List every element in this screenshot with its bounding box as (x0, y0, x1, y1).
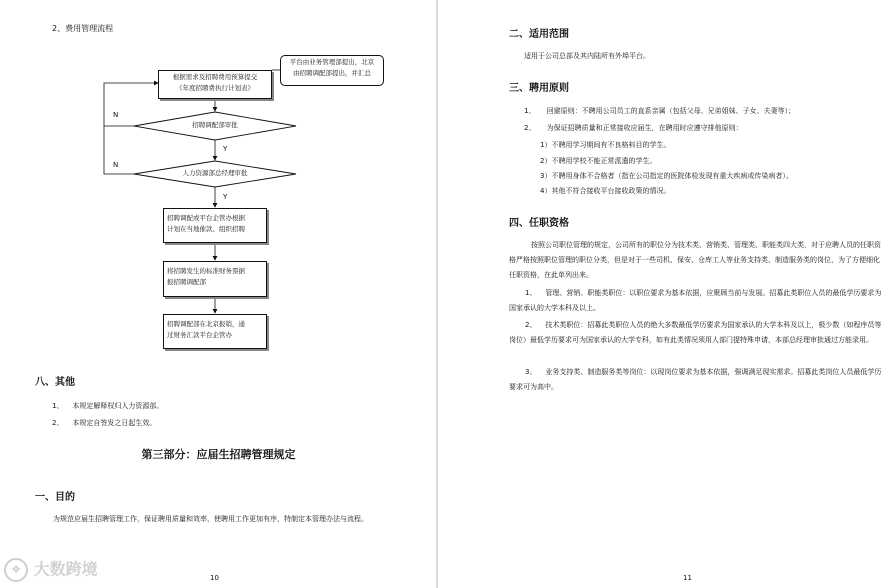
list-item (524, 123, 743, 133)
list-text: 回避原则：不聘用公司员工的直系亲属（包括父母、兄弟姐妹、子女、夫妻等）； (546, 107, 796, 115)
list-number: 3、 (525, 368, 537, 376)
list-text: 本规定解释权归人力资源部。 (72, 402, 164, 410)
heading-purpose: 一、目的 (35, 492, 75, 503)
flow-box-line: 将招聘发生的标准财务票据 (167, 267, 245, 275)
heading-other: 八、其他 (35, 377, 75, 388)
heading-scope: 二、适用范围 (509, 29, 569, 40)
watermark-icon: ❖ (4, 558, 28, 582)
diamond-label-recruit-approval: 招聘调配部审批 (192, 121, 238, 129)
list-number: 2、 (52, 419, 64, 427)
flow-box-line: 根据需求及招聘费用预算提交 (172, 73, 258, 81)
paragraph-purpose: 为规范应届生招聘管理工作，保证聘用质量和效率，使聘用工作更加有序，特制定本管理办法与流程。 (53, 515, 368, 523)
diamond-label-hr-approval: 人力资源部总经理审批 (182, 169, 248, 177)
flow-note-bubble (280, 55, 384, 86)
document-page-left (0, 0, 437, 588)
flow-label-y2: Y (223, 193, 228, 201)
flow-label-n2: N (113, 161, 119, 169)
list-text: 管理、营销、职能类职位：以职位要求为基本依据，应聚顾当前与发展。招募此类职位人员的最低学历要求为国家承认的大学本科及以上。 (509, 289, 882, 312)
list-text: 本规定自签发之日起生效。 (72, 419, 157, 427)
flow-box-line: 招聘调配或平台企管办根据 (167, 214, 245, 222)
flow-label-n1: N (113, 111, 119, 119)
section-title-fee-process: 2、费用管理流程 (52, 24, 114, 33)
list-number: 1、 (525, 289, 537, 297)
flow-box-submit-receipts (163, 261, 267, 297)
flow-box-collect-fee (163, 208, 267, 243)
flow-box-reimburse (163, 314, 267, 349)
part-title: 第三部分：应届生招聘管理规定 (141, 448, 296, 461)
flow-box-line: 过财务汇款平台企管办 (167, 331, 232, 339)
list-item (524, 106, 795, 116)
flow-box-submit-plan (158, 70, 272, 99)
heading-principles: 三、聘用原则 (509, 83, 569, 94)
page-number-left: 10 (210, 574, 219, 582)
list-number: 1、 (52, 402, 64, 410)
watermark-text: 大数跨境 (33, 559, 98, 579)
list-item (52, 401, 163, 411)
flow-box-line: 计划在当地催款、组织招聘 (167, 225, 245, 233)
flow-note-line: 平台由业务管理部提出，北京 (289, 58, 375, 66)
flowchart-lines (0, 0, 437, 360)
flow-note-line: 由招聘调配部提出，并汇总 (293, 69, 371, 77)
flow-box-line: 报招聘调配部 (167, 278, 206, 286)
sub-list-item: 3）不聘用身体不合格者（指在公司指定的医院体检发现有重大疾病或传染病者）。 (540, 172, 793, 180)
document-page-right (438, 0, 894, 588)
watermark-logo (4, 558, 98, 582)
sub-list-item: 2）不聘用学校不能正常派遣的学生。 (540, 157, 657, 165)
list-text: 业务支持类、制造服务类等岗位：以现岗位要求为基本依据，强调满足现实需求。招募此类岗位人员最低学历要求可为高中。 (509, 368, 882, 391)
heading-qualification: 四、任职资格 (509, 218, 569, 229)
list-item (509, 286, 884, 316)
list-item (52, 418, 156, 428)
sub-list-item: 4）其他不符合接收平台接收政策的情况。 (540, 187, 671, 195)
page-number-right: 11 (683, 574, 692, 582)
list-text: 技术类职位：招募此类职位人员的绝大多数最低学历要求为国家承认的大学本科及以上，极少数（如程序员等岗位）最低学历要求可为国家承认的大学专科，如有此类情况须用人部门提特殊申请，本部总经理审批通过方能录用。 (509, 321, 882, 344)
loop-n2 (104, 126, 137, 174)
list-number: 2、 (524, 124, 536, 132)
flow-label-y1: Y (223, 145, 228, 153)
list-item (509, 365, 884, 395)
paragraph-qualification-intro: 按照公司职位管理的规定，公司所有的职位分为技术类、营销类、管理类、职能类四大类，对于应聘人员的任职资格严格按照职位管理的职位分类，但是对于一些司机、保安、仓库工人等业务支持类、制造服务类的岗位，为了方便细化任职资格，在此单列出来。 (509, 241, 881, 279)
paragraph-scope: 适用于公司总部及其内陆所有外埠平台。 (524, 52, 650, 60)
list-number: 1、 (524, 107, 536, 115)
sub-list-item: 1）不聘用学习期间有不良格料目的学生。 (540, 141, 671, 149)
flow-box-line: 招聘调配部在北京报销，通 (167, 320, 245, 328)
flow-box-line: 《年度招聘费执行计划表》 (176, 84, 254, 92)
list-item (509, 318, 884, 348)
list-number: 2、 (525, 321, 537, 329)
list-text: 为保证招聘质量和正常接收应届生，在聘用时应遵守排他原则： (546, 124, 743, 132)
